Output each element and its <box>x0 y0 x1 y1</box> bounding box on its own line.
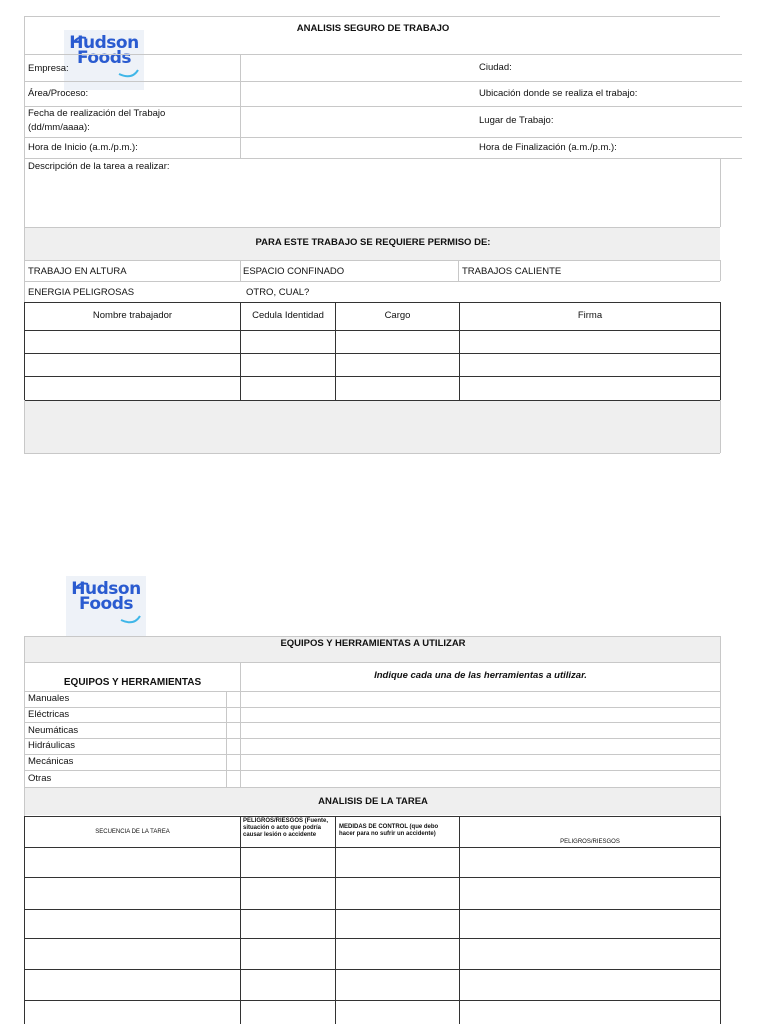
permit-energia-peligrosas[interactable]: ENERGIA PELIGROSAS <box>28 287 135 298</box>
col-cargo: Cargo <box>384 310 411 321</box>
equip-item-hidraulicas: Hidráulicas <box>28 740 75 751</box>
col-peligros-descripcion: PELIGROS/RIESGOS (Fuente, situación o acto que podría causar lesión o accidente <box>243 818 329 838</box>
equip-item-otras: Otras <box>28 773 52 784</box>
ubicacion-label: Ubicación donde se realiza el trabajo: <box>479 88 638 99</box>
table-row[interactable] <box>25 878 720 908</box>
permit-trabajo-altura[interactable]: TRABAJO EN ALTURA <box>28 266 127 277</box>
col-peligros: PELIGROS/RIESGOS <box>560 839 620 845</box>
col-firma: Firma <box>577 310 603 321</box>
table-row[interactable] <box>25 848 720 876</box>
table-row[interactable] <box>25 331 720 352</box>
table-row[interactable] <box>25 939 720 968</box>
equip-item-neumaticas: Neumáticas <box>28 725 79 736</box>
descripcion-field[interactable] <box>25 174 719 226</box>
equip-input-neumaticas[interactable] <box>241 723 719 737</box>
footer-shaded-area <box>25 401 720 453</box>
col-secuencia: SECUENCIA DE LA TAREA <box>95 829 170 835</box>
table-row[interactable] <box>25 354 720 375</box>
lugar-label: Lugar de Trabajo: <box>479 115 554 126</box>
equip-input-manuales[interactable] <box>241 692 719 706</box>
permit-trabajos-caliente[interactable]: TRABAJOS CALIENTE <box>462 266 562 277</box>
hora-inicio-field[interactable] <box>241 138 471 157</box>
ciudad-label: Ciudad: <box>479 62 512 73</box>
analysis-title: ANALISIS DE LA TAREA <box>318 796 428 807</box>
fecha-label-line2: (dd/mm/aaaa): <box>28 122 90 133</box>
fecha-field[interactable] <box>241 107 471 136</box>
permit-otro[interactable]: OTRO, CUAL? <box>246 287 310 298</box>
table-row[interactable] <box>25 377 720 399</box>
equip-item-manuales: Manuales <box>28 693 70 704</box>
permit-espacio-confinado[interactable]: ESPACIO CONFINADO <box>243 266 345 277</box>
col-medidas-control: MEDIDAS DE CONTROL (que debo hacer para no sufrir un accidente) <box>339 824 439 837</box>
permits-title: PARA ESTE TRABAJO SE REQUIERE PERMISO DE: <box>255 237 491 248</box>
equip-input-mecanicas[interactable] <box>241 755 719 769</box>
equip-header: EQUIPOS Y HERRAMIENTAS <box>63 677 202 688</box>
equip-input-electricas[interactable] <box>241 708 719 721</box>
empresa-field[interactable] <box>241 55 471 80</box>
form-title: ANALISIS SEGURO DE TRABAJO <box>296 23 450 34</box>
logo-line2: Foods <box>78 594 134 614</box>
hora-inicio-label: Hora de Inicio (a.m./p.m.): <box>28 142 138 153</box>
equipment-title: EQUIPOS Y HERRAMIENTAS A UTILIZAR <box>280 638 466 649</box>
table-row[interactable] <box>25 970 720 999</box>
indique-instruction: Indique cada una de las herramientas a utilizar. <box>374 670 587 681</box>
equip-input-hidraulicas[interactable] <box>241 739 719 753</box>
hudson-foods-logo <box>66 576 146 636</box>
equip-input-otras[interactable] <box>241 771 719 786</box>
col-nombre-trabajador: Nombre trabajador <box>92 310 173 321</box>
descripcion-label: Descripción de la tarea a realizar: <box>28 161 170 172</box>
hora-fin-label: Hora de Finalización (a.m./p.m.): <box>479 142 617 153</box>
area-field[interactable] <box>241 82 471 105</box>
empresa-label: Empresa: <box>28 63 69 74</box>
area-label: Área/Proceso: <box>28 88 89 99</box>
logo-line2: Foods <box>76 48 132 68</box>
logo-line1: Hudson <box>69 33 139 53</box>
equip-item-electricas: Eléctricas <box>28 709 70 720</box>
table-row[interactable] <box>25 910 720 937</box>
fecha-label-line1: Fecha de realización del Trabajo <box>28 108 166 119</box>
col-cedula-identidad: Cedula Identidad <box>252 310 324 321</box>
logo-line1: Hudson <box>71 579 141 599</box>
equip-item-mecanicas: Mecánicas <box>28 756 74 767</box>
